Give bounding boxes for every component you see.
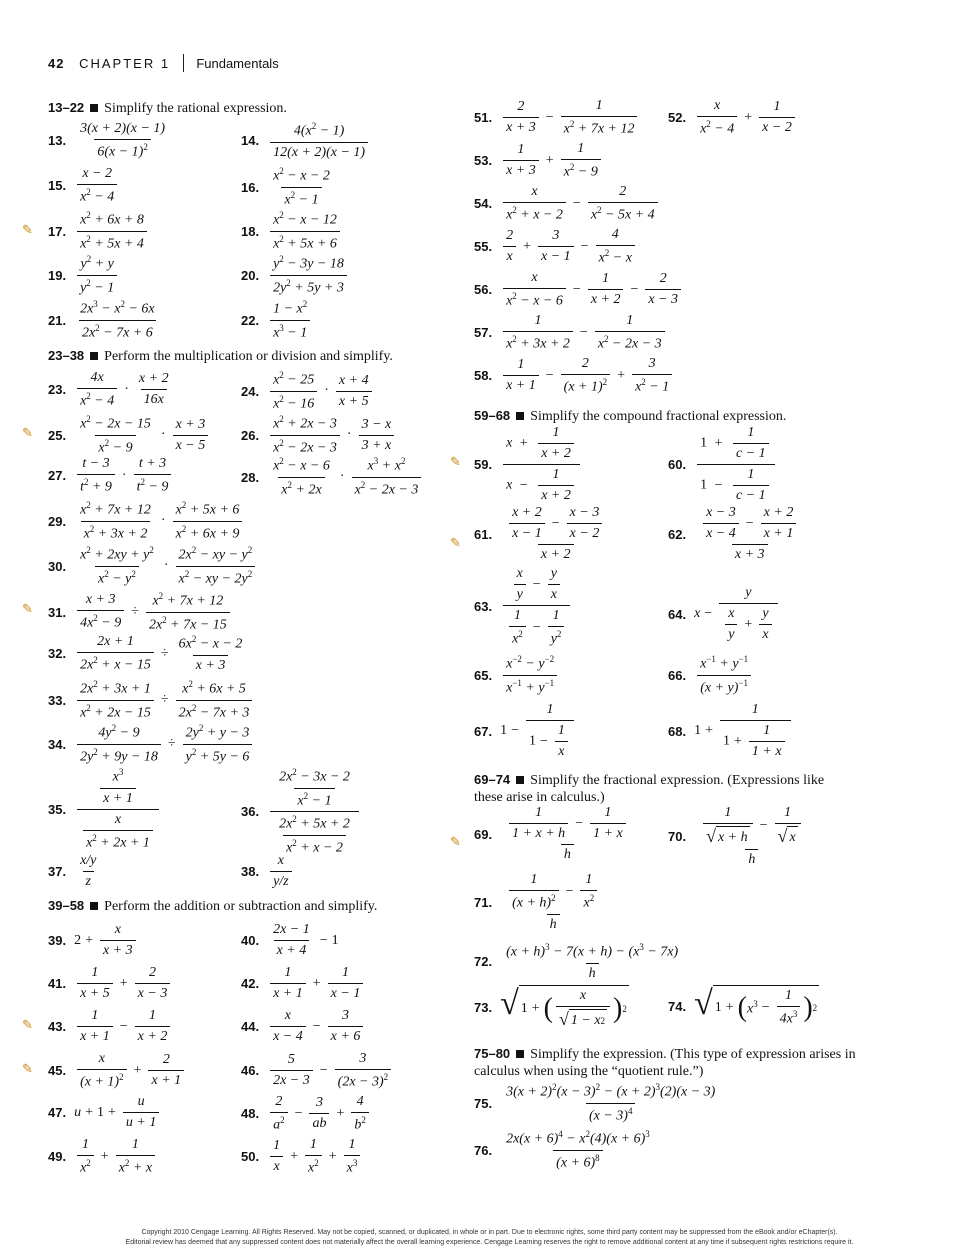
exercise-67: 67. 1 − 1 1 − $\frac{1}{x}$ — [474, 702, 577, 760]
exercise-68: 68. 1 + 1 1 + $\frac{1}{1 + x}$ — [668, 702, 794, 760]
pencil-icon: ✎ — [22, 1017, 33, 1032]
exercise-75: 75. $\frac{3(x + 2)^2(x - 3)^2 - (x + 2)^3(2)(x - 3)}{(x - 3)^4}$ — [474, 1082, 716, 1124]
exercise-40: 40. $\frac{2x - 1}{x + 4}$ − 1 — [241, 922, 339, 958]
exercise-46: 46. $\frac{5}{2x - 3}$ − $\frac{3}{(2x - 3)^2}$ — [241, 1051, 394, 1091]
exercise-16: 16. $\frac{x^2 - x - 2}{x^2 - 1}$ — [241, 166, 330, 208]
pencil-icon: ✎ — [22, 222, 33, 237]
exercise-14: 14. $\frac{4(x^2 - 1)}{12(x + 2)(x - 1)}$ — [241, 121, 371, 161]
copyright-footer: Copyright 2010 Cengage Learning. All Rights Reserved. May not be copied, scanned, or duplicated, in whole or in part. Due to electronic rights, some third party content may be suppressed from the eBook and/or eChapter(s). Editorial review has deemed that any suppressed content does not materially affect the overall learning experience. Cengage Learning reserves the right to remove additional content at any time if subsequent rights restrictions require it. — [125, 1229, 854, 1246]
exercise-17: 17. $\frac{x^2 + 6x + 8}{x^2 + 5x + 4}$ — [48, 210, 150, 252]
exercise-33: 33. $\frac{2x^2 + 3x + 1}{x^2 + 2x - 15}$ ÷ $\frac{x^2 + 6x + 5}{2x^2 - 7x + 3}$ — [48, 679, 255, 721]
exercise-42: 42. $\frac{1}{x + 1}$ + $\frac{1}{x - 1}$ — [241, 965, 366, 1002]
exercise-72: 72. $\frac{(x + h)^3 - 7(x + h) - (x^3 - 7x)}{h}$ — [474, 942, 679, 981]
pencil-icon: ✎ — [450, 535, 461, 550]
page-header — [48, 54, 279, 72]
exercise-37: 37. $\frac{x/y}{z}$ — [48, 853, 97, 889]
exercise-59: 59. x + $\frac{1}{x + 2}$ x − $\frac{1}{x + 2}$ — [474, 425, 583, 504]
exercise-30: 30. $\frac{x^2 + 2xy + y^2}{x^2 - y^2}$ · $\frac{2x^2 - xy - y^2}{x^2 - xy - 2y^2}$ — [48, 545, 258, 587]
exercise-44: 44. $\frac{x}{x - 4}$ − $\frac{3}{x + 6}$ — [241, 1008, 366, 1045]
exercise-74: 74. √ 1 + ( $x^3$ − $\frac{1}{4x^3}$ ) 2 — [668, 985, 818, 1027]
exercise-62: 62. $\frac{x - 3}{x - 4}$ − $\frac{x + 2}{x + 1}$ x + 3 — [668, 505, 805, 563]
exercise-43: 43. $\frac{1}{x + 1}$ − $\frac{1}{x + 2}$ — [48, 1008, 173, 1045]
exercise-53: 53. $\frac{1}{x + 3}$ + $\frac{1}{x^2 - 9}$ — [474, 141, 604, 181]
exercise-27: 27. $\frac{t - 3}{t^2 + 9}$ · $\frac{t + 3}{t^2 - 9}$ — [48, 456, 174, 496]
exercise-71: 71. $\frac{1}{(x + h)^2}$ − $\frac{1}{x^2}$ h — [474, 872, 606, 933]
exercise-76: 76. $\frac{2x(x + 6)^4 - x^2(4)(x + 6)^3}{(x + 6)^8}$ — [474, 1129, 650, 1171]
section-title: Fundamentals — [196, 56, 279, 71]
exercise-32: 32. $\frac{2x + 1}{2x^2 + x - 15}$ ÷ $\frac{6x^2 - x - 2}{x + 3}$ — [48, 634, 243, 673]
exercise-20: 20. $\frac{y^2 - 3y - 18}{2y^2 + 5y + 3}$ — [241, 254, 350, 296]
section-heading-75-80: 75–80 Simplify the expression. (This type of expression arises in calculus when using the “quotient rule.”) — [474, 1046, 856, 1079]
exercise-21: 21. $\frac{2x^3 - x^2 - 6x}{2x^2 - 7x + 6}$ — [48, 299, 155, 341]
pencil-icon: ✎ — [22, 425, 33, 440]
exercise-70: 70. 1 √ x + h − 1 √ x h — [668, 805, 810, 868]
exercise-35: 35. $\frac{\frac{x^3}{x + 1}}{\frac{x}{x^2 + 2x + 1}}$ — [48, 767, 162, 851]
exercise-61: 61. $\frac{x + 2}{x - 1}$ − $\frac{x - 3}{x - 2}$ x + 2 — [474, 505, 611, 563]
exercise-64: 64. x − y $\frac{x}{y}$ + $\frac{y}{x}$ — [668, 585, 781, 643]
pencil-icon: ✎ — [450, 834, 461, 849]
exercise-69: 69. $\frac{1}{1 + x + h}$ − $\frac{1}{1 + x}$ h — [474, 805, 635, 863]
exercise-56: 56. $\frac{x}{x^2 - x - 6}$ − $\frac{1}{x + 2}$ − $\frac{2}{x - 3}$ — [474, 270, 684, 310]
chapter-label: CHAPTER 1 — [79, 56, 171, 71]
exercise-41: 41. $\frac{1}{x + 5}$ + $\frac{2}{x - 3}$ — [48, 965, 173, 1002]
section-heading-23-38: 23–38 Perform the multiplication or division and simplify. — [48, 348, 393, 364]
section-heading-69-74: 69–74 Simplify the fractional expression. (Expressions like these arise in calculus.) — [474, 772, 825, 805]
section-heading-39-58: 39–58 Perform the addition or subtraction and simplify. — [48, 898, 378, 914]
exercise-26: 26. $\frac{x^2 + 2x - 3}{x^2 - 2x - 3}$ · $\frac{3 - x}{3 + x}$ — [241, 414, 397, 456]
exercise-18: 18. $\frac{x^2 - x - 12}{x^2 + 5x + 6}$ — [241, 210, 343, 252]
exercise-38: 38. $\frac{x}{y/z}$ — [241, 853, 295, 890]
exercise-54: 54. $\frac{x}{x^2 + x - 2}$ − $\frac{2}{x^2 - 5x + 4}$ — [474, 184, 661, 224]
exercise-23: 23. $\frac{4x}{x^2 - 4}$ · $\frac{x + 2}{16x}$ — [48, 370, 169, 409]
exercise-31: 31. $\frac{x + 3}{4x^2 - 9}$ ÷ $\frac{x^2 + 7x + 12}{2x^2 + 7x - 15}$ — [48, 591, 233, 633]
exercise-22: 22. $\frac{1 - x^2}{x^3 - 1}$ — [241, 299, 313, 341]
exercise-55: 55. $\frac{2}{x}$ + $\frac{3}{x - 1}$ − $\frac{4}{x^2 - x}$ — [474, 227, 638, 267]
exercise-39: 39. 2 + $\frac{x}{x + 3}$ — [48, 922, 139, 959]
exercise-49: 49. $\frac{1}{x^2}$ + $\frac{1}{x^2 + x}$ — [48, 1137, 158, 1177]
header-divider — [183, 54, 184, 72]
exercise-45: 45. $\frac{x}{(x + 1)^2}$ + $\frac{2}{x + 1}$ — [48, 1051, 187, 1091]
pencil-icon: ✎ — [450, 454, 461, 469]
exercise-13: 13. $\frac{3(x + 2)(x - 1)}{6(x - 1)^2}$ — [48, 121, 166, 160]
exercise-25: 25. $\frac{x^2 - 2x - 15}{x^2 - 9}$ · $\frac{x + 3}{x - 5}$ — [48, 414, 211, 456]
exercise-63: 63. $\frac{x}{y}$ − $\frac{y}{x}$ $\frac{1}{x^2}$ − $\frac{1}{y^2}$ — [474, 566, 573, 648]
section-heading-13-22: 13–22 Simplify the rational expression. — [48, 100, 287, 116]
exercise-34: 34. $\frac{4y^2 - 9}{2y^2 + 9y - 18}$ ÷ $\frac{2y^2 + y - 3}{y^2 + 5y - 6}$ — [48, 723, 255, 765]
pencil-icon: ✎ — [22, 1061, 33, 1076]
exercise-65: 65. $\frac{x^{-2} - y^{-2}}{x^{-1} + y^{-1}}$ — [474, 654, 560, 696]
exercise-24: 24. $\frac{x^2 - 25}{x^2 - 16}$ · $\frac{x + 4}{x + 5}$ — [241, 370, 375, 412]
exercise-29: 29. $\frac{x^2 + 7x + 12}{x^2 + 3x + 2}$ · $\frac{x^2 + 5x + 6}{x^2 + 6x + 9}$ — [48, 500, 245, 542]
pencil-icon: ✎ — [22, 601, 33, 616]
exercise-47: 47. u + 1 + $\frac{u}{u + 1}$ — [48, 1094, 162, 1131]
section-heading-59-68: 59–68 Simplify the compound fractional expression. — [474, 408, 787, 424]
exercise-57: 57. $\frac{1}{x^2 + 3x + 2}$ − $\frac{1}{x^2 - 2x - 3}$ — [474, 313, 668, 353]
page-number: 42 — [48, 56, 65, 71]
exercise-50: 50. $\frac{1}{x}$ + $\frac{1}{x^2}$ + $\frac{1}{x^3}$ — [241, 1137, 363, 1177]
exercise-66: 66. $\frac{x^{-1} + y^{-1}}{(x + y)^{-1}}$ — [668, 654, 754, 696]
exercise-51: 51. $\frac{2}{x + 3}$ − $\frac{1}{x^2 + 7x + 12}$ — [474, 98, 640, 138]
exercise-52: 52. $\frac{x}{x^2 - 4}$ + $\frac{1}{x - 2}$ — [668, 98, 798, 138]
exercise-48: 48. $\frac{2}{a^2}$ − $\frac{3}{ab}$ + $\frac{4}{b^2}$ — [241, 1094, 372, 1134]
exercise-28: 28. $\frac{x^2 - x - 6}{x^2 + 2x}$ · $\frac{x^3 + x^2}{x^2 - 2x - 3}$ — [241, 456, 424, 498]
exercise-36: 36. $\frac{\frac{2x^2 - 3x - 2}{x^2 - 1}}{\frac{2x^2 + 5x + 2}{x^2 + x - 2}}$ — [241, 767, 362, 857]
exercise-58: 58. $\frac{1}{x + 1}$ − $\frac{2}{(x + 1)^2}$ + $\frac{3}{x^2 - 1}$ — [474, 356, 675, 396]
exercise-60: 60. 1 + $\frac{1}{c - 1}$ 1 − $\frac{1}{c - 1}$ — [668, 425, 778, 504]
exercise-15: 15. $\frac{x - 2}{x^2 - 4}$ — [48, 166, 120, 206]
exercise-19: 19. $\frac{y^2 + y}{y^2 - 1}$ — [48, 254, 120, 296]
exercise-73: 73. √ 1 + ( x √ 1 − x 2 ) 2 — [474, 985, 627, 1029]
